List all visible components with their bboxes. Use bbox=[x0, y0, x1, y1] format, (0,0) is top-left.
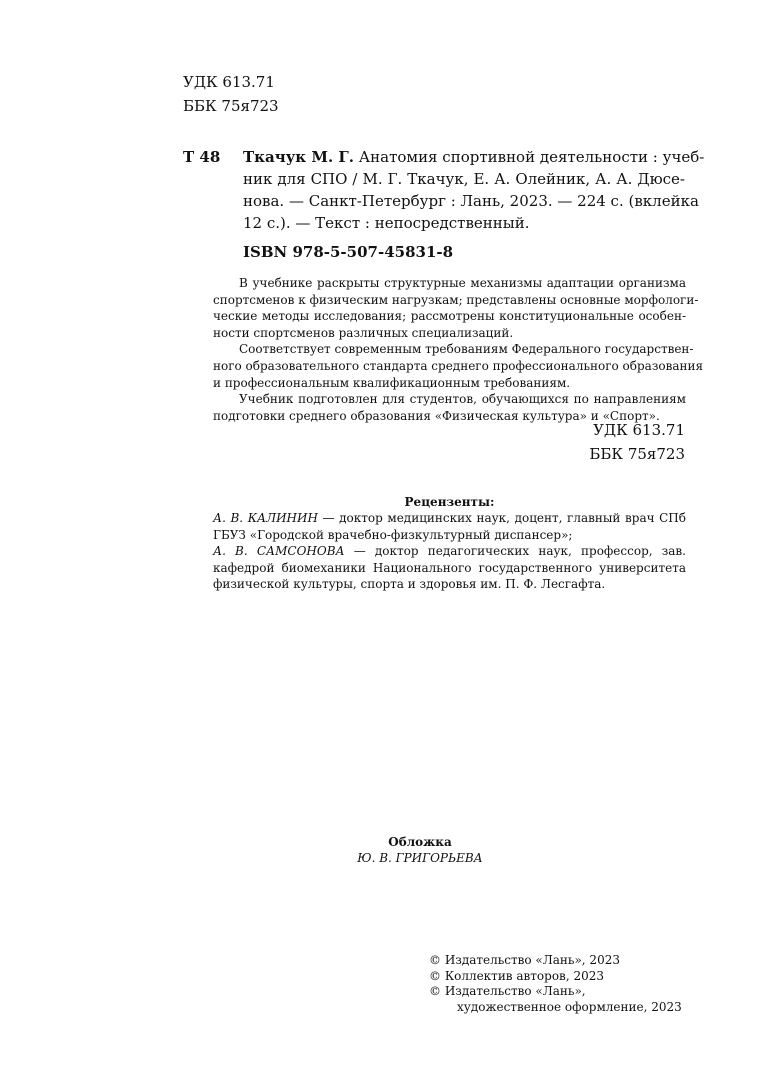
classification-bottom bbox=[567, 418, 685, 466]
reviewer-2-line-2: кафедрой биомеханики Национального государственного университета bbox=[213, 560, 686, 575]
author-sign: Т 48 bbox=[183, 148, 221, 166]
reviewer-2-desc: — доктор педагогических наук, профессор, зав. bbox=[344, 544, 686, 559]
reviewer-1-line-2: ГБУЗ «Городской врачебно-физкультурный диспансер»; bbox=[213, 527, 573, 542]
abstract-line: Учебник подготовлен для студентов, обучающихся по направлениям bbox=[239, 392, 686, 407]
copyright-line: художественное оформление, 2023 bbox=[457, 999, 682, 1014]
reviewers-title: Рецензенты: bbox=[404, 495, 495, 509]
bibliographic-record bbox=[243, 146, 705, 234]
reviewer-2-line-3: физической культуры, спорта и здоровья им. П. Ф. Лесгафта. bbox=[213, 577, 606, 592]
classification-top bbox=[183, 70, 279, 118]
copyright-line: © Коллектив авторов, 2023 bbox=[429, 968, 604, 983]
author-name: Ткачук М. Г. bbox=[243, 148, 354, 166]
abstract-line: и профессиональным квалификационным требованиям. bbox=[213, 375, 571, 390]
cover-title: Обложка bbox=[388, 835, 452, 849]
udk-code: УДК 613.71 bbox=[183, 73, 275, 91]
biblio-line-4: 12 с.). — Текст : непосредственный. bbox=[243, 214, 530, 232]
bbk-code: ББК 75я723 bbox=[589, 445, 685, 463]
abstract-line: ческие методы исследования; рассмотрены конституциональные особен- bbox=[213, 309, 686, 324]
reviewer-1-name: А. В. КАЛИНИН bbox=[213, 511, 318, 526]
abstract-line: ного образовательного стандарта среднего профессионального образования bbox=[213, 358, 704, 373]
abstract-line: В учебнике раскрыты структурные механизмы адаптации организма bbox=[239, 276, 686, 290]
abstract-line: ности спортсменов различных специализаций. bbox=[213, 325, 514, 340]
biblio-line-1-rest: Анатомия спортивной деятельности : учеб- bbox=[358, 148, 705, 166]
cover-credit bbox=[300, 834, 540, 866]
abstract-line: Соответствует современным требованиям Федерального государствен- bbox=[239, 342, 694, 357]
abstract-line: спортсменов к физическим нагрузкам; представлены основные морфологи- bbox=[213, 292, 699, 307]
bbk-code: ББК 75я723 bbox=[183, 97, 279, 115]
cover-designer: Ю. В. ГРИГОРЬЕВА bbox=[357, 851, 483, 865]
biblio-line-1 bbox=[243, 146, 705, 168]
reviewers bbox=[213, 494, 686, 592]
abstract-line: подготовки среднего образования «Физическая культура» и «Спорт». bbox=[213, 408, 660, 423]
reviewer-1-desc: — доктор медицинских наук, доцент, главный врач СПб bbox=[317, 511, 686, 526]
isbn: ISBN 978-5-507-45831-8 bbox=[243, 243, 454, 261]
reviewer-2-line-1 bbox=[213, 543, 686, 559]
copyright-block bbox=[429, 953, 682, 1015]
reviewer-1-line-1 bbox=[213, 510, 686, 526]
biblio-line-2: ник для СПО / М. Г. Ткачук, Е. А. Олейник, А. А. Дюсе- bbox=[243, 170, 685, 188]
reviewer-2-name: А. В. САМСОНОВА bbox=[213, 544, 345, 559]
abstract bbox=[213, 275, 704, 424]
copyright-line: © Издательство «Лань», 2023 bbox=[429, 953, 620, 967]
copyright-line: © Издательство «Лань», bbox=[429, 984, 586, 999]
biblio-line-3: нова. — Санкт-Петербург : Лань, 2023. — 224 с. (вклейка bbox=[243, 192, 699, 210]
udk-code: УДК 613.71 bbox=[593, 421, 685, 439]
